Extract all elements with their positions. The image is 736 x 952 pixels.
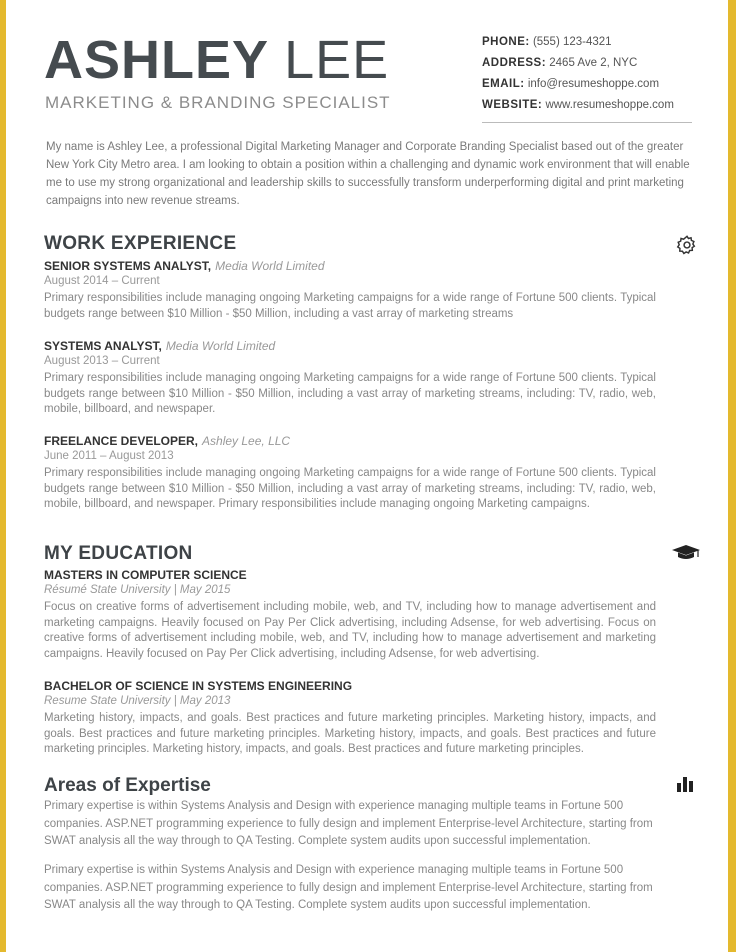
job-0-dates: August 2014 – Current — [44, 275, 160, 287]
job-0-company: Media World Limited — [215, 259, 325, 273]
header-divider — [482, 122, 692, 123]
address-label: ADDRESS: — [482, 57, 547, 69]
phone-label: PHONE: — [482, 36, 530, 48]
resume-page — [6, 0, 728, 952]
bar-chart-icon — [676, 776, 694, 792]
job-1-dates: August 2013 – Current — [44, 355, 160, 367]
job-2-dates: June 2011 – August 2013 — [44, 450, 174, 462]
job-2-company: Ashley Lee, LLC — [202, 434, 291, 448]
job-0-description: Primary responsibilities include managing ongoing Marketing campaigns for a wide range of Fortune 500 clients. Typical budgets range between $10 Million - $50 Million, including a vast array of marketing streams — [44, 292, 656, 320]
job-0-role: SENIOR SYSTEMS ANALYST, — [44, 259, 212, 273]
job-title: MARKETING & BRANDING SPECIALIST — [45, 93, 391, 112]
contact-address — [482, 53, 674, 74]
job-2-description: Primary responsibilities include managing ongoing Marketing campaigns for a wide range of Fortune 500 clients. Typical budgets range between $10 Million - $50 Million, including a vast array of marketing streams, including: TV, radio, web, mobile, billboard, and newspaper. Primary responsibilities include managing ongoing Marketing campaigns. — [44, 467, 656, 510]
degree-1-school: Resume State University | May 2013 — [44, 695, 231, 707]
work-experience-heading: WORK EXPERIENCE — [44, 233, 237, 254]
job-1-company: Media World Limited — [165, 339, 276, 353]
email-value: info@resumeshoppe.com — [527, 78, 660, 90]
last-name: LEE — [284, 30, 390, 90]
job-2-role: FREELANCE DEVELOPER, — [44, 434, 199, 448]
intro-paragraph: My name is Ashley Lee, a professional Digital Marketing Manager and Corporate Branding Specialist based out of the greater New York City Metro area. I am looking to obtain a position within a challenging and dynamic work environment that will enable me to use my strong organizational and leadership skills to successfully transform underperforming digital and print marketing campaigns into new revenue streams. — [46, 141, 690, 207]
job-0-title — [44, 259, 325, 273]
degree-0-title: MASTERS IN COMPUTER SCIENCE — [44, 568, 247, 582]
graduation-cap-icon — [670, 544, 702, 562]
degree-1-description: Marketing history, impacts, and goals. Best practices and future marketing principles. Marketing history, impacts, and goals. Best practices and future marketing principles. Marketing history, impacts, and goals. Best practices and future marketing principles. Marketing history, impacts, and goals. Best practices and future marketing principles. — [44, 712, 656, 755]
gear-icon — [676, 234, 698, 256]
contact-phone — [482, 32, 674, 53]
first-name: ASHLEY — [44, 30, 269, 90]
job-2-title — [44, 434, 290, 448]
expertise-paragraph-0: Primary expertise is within Systems Analysis and Design with experience managing multiple teams in Fortune 500 companies. ASP.NET programming experience to fully design and implement Enterprise-level Architecture, starting from SWAT analysis all the way through to QA Testing. Complete system audits upon successful implementation. — [44, 800, 653, 847]
candidate-name — [44, 30, 389, 90]
expertise-heading: Areas of Expertise — [44, 775, 211, 796]
job-1-description: Primary responsibilities include managing ongoing Marketing campaigns for a wide range of Fortune 500 clients. Typical budgets range between $10 Million - $50 Million, including a vast array of marketing streams, including: TV, radio, web, mobile, billboard, and newspaper. — [44, 372, 656, 415]
address-value: 2465 Ave 2, NYC — [549, 57, 638, 69]
contact-email — [482, 74, 674, 95]
contact-block — [482, 32, 674, 116]
website-value: www.resumeshoppe.com — [545, 99, 674, 111]
degree-1-title: BACHELOR OF SCIENCE IN SYSTEMS ENGINEERING — [44, 679, 353, 693]
job-1-title — [44, 339, 275, 353]
job-1-role: SYSTEMS ANALYST, — [44, 339, 162, 353]
contact-website — [482, 95, 674, 116]
email-label: EMAIL: — [482, 78, 525, 90]
phone-value: (555) 123-4321 — [532, 36, 612, 48]
website-label: WEBSITE: — [482, 99, 543, 111]
education-heading: MY EDUCATION — [44, 543, 193, 564]
degree-0-description: Focus on creative forms of advertisement including mobile, web, and TV, including how to manage advertisement and marketing campaigns. Heavily focused on Pay Per Click advertising, including Adsense, for web advertising. Focus on creative forms of advertisement including mobile, web, and TV, including how to manage advertisement and marketing campaigns. Heavily focused on Pay Per Click advertising, including Adsense, for web advertising. — [44, 601, 656, 660]
expertise-paragraph-1: Primary expertise is within Systems Analysis and Design with experience managing multiple teams in Fortune 500 companies. ASP.NET programming experience to fully design and implement Enterprise-level Architecture, starting from SWAT analysis all the way through to QA Testing. Complete system audits upon successful implementation. — [44, 864, 653, 911]
degree-0-school: Résumé State University | May 2015 — [44, 584, 231, 596]
